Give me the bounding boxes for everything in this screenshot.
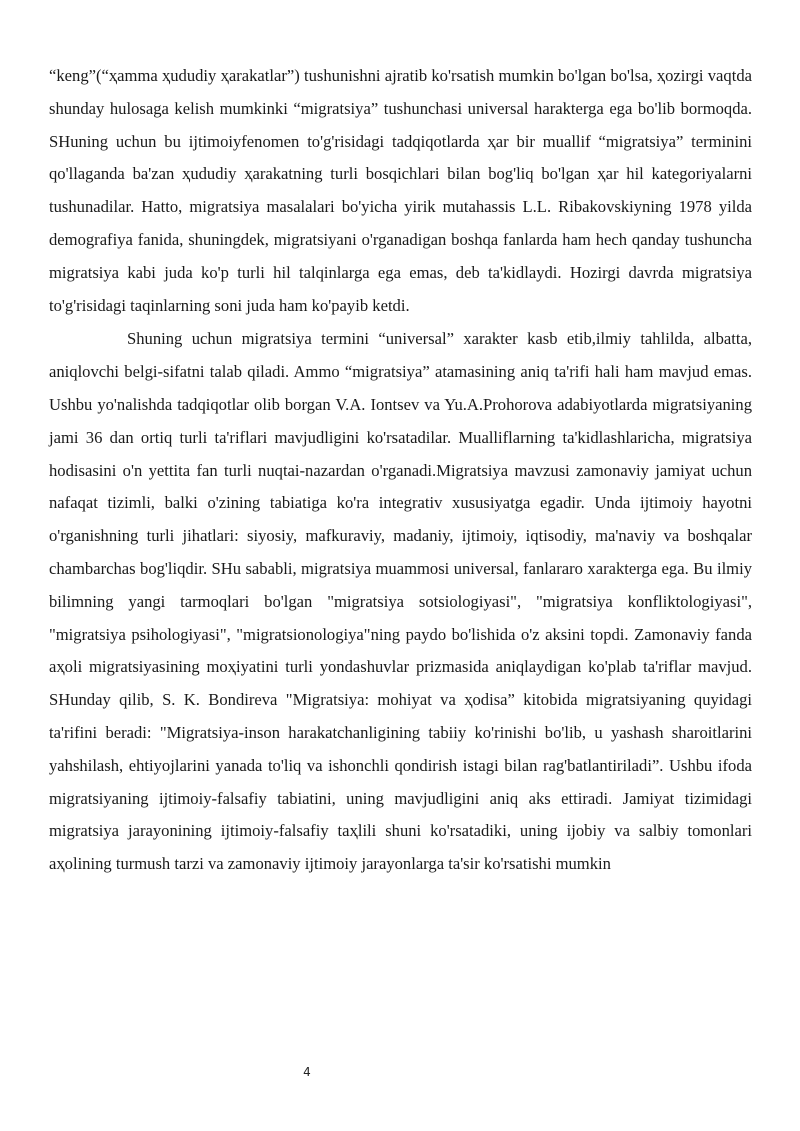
page-number: 4: [303, 1065, 311, 1079]
document-page: [49, 60, 752, 881]
body-paragraph-2: Shuning uchun migratsiya termini “universal” xarakter kasb etib,ilmiy tahlilda, albatta, aniqlovchi belgi-sifatni talab qiladi. Ammo “migratsiya” atamasining aniq ta'rifi hali ham mavjud emas. Ushbu yo'nalishda tadqiqotlar olib borgan V.A. Iontsev va Yu.A.Prohorova adabiyotlarda migratsiyaning jami 36 dan ortiq turli ta'riflari mavjudligini ko'rsatadilar. Mualliflarning ta'kidlashlaricha, migratsiya hodisasini o'n yettita fan turli nuqtai-nazardan o'rganadi.Migratsiya mavzusi zamonaviy jamiyat uchun nafaqat tizimli, balki o'zining tabiatiga ko'ra integrativ xususiyatga egadir. Unda ijtimoiy hayotni o'rganishning turli jihatlari: siyosiy, mafkuraviy, madaniy, ijtimoiy, iqtisodiy, ma'naviy va boshqalar chambarchas bog'liqdir. SHu sababli, migratsiya muammosi universal, fanlararo xarakterga ega. Bu ilmiy bilimning yangi tarmoqlari bo'lgan "migratsiya sotsiologiyasi", "migratsiya konfliktologiyasi", "migratsiya psihologiyasi", "migratsionologiya"ning paydo bo'lishida o'z aksini topdi. Zamonaviy fanda aҳoli migratsiyasining moҳiyatini turli yondashuvlar prizmasida aniqlaydigan ko'plab ta'riflar mavjud. SHunday qilib, S. K. Bondireva "Migratsiya: mohiyat va ҳodisa” kitobida migratsiyaning quyidagi ta'rifini beradi: "Migratsiya-inson harakatchanligining tabiiy ko'rinishi bo'lib, u yashash sharoitlarini yahshilash, ehtiyojlarini yanada to'liq va ishonchli qondirish istagi bilan rag'batlantiriladi”. Ushbu ifoda migratsiyaning ijtimoiy-falsafiy tabiatini, uning mavjudligini aniq aks ettiradi. Jamiyat tizimidagi migratsiya jarayonining ijtimoiy-falsafiy taҳlili shuni ko'rsatadiki, uning ijobiy va salbiy tomonlari aҳolining turmush tarzi va zamonaviy ijtimoiy jarayonlarga ta'sir ko'rsatishi mumkin: [49, 329, 752, 874]
body-paragraph-1: “keng”(“ҳamma ҳududiy ҳarakatlar”) tushunishni ajratib ko'rsatish mumkin bo'lgan bo'lsa, ҳozirgi vaqtda shunday hulosaga kelish mumkinki “migratsiya” tushunchasi universal harakterga ega bo'lib bormoqda. SHuning uchun bu ijtimoiyfenomen to'g'risidagi tadqiqotlarda ҳar bir muallif “migratsiya” terminini qo'llaganda ba'zan ҳududiy ҳarakatning turli bosqichlari bilan bog'liq bo'lgan ҳar hil kategoriyalarni tushunadilar. Hatto, migratsiya masalalari bo'yicha yirik mutahassis L.L. Ribakovskiyning 1978 yilda demografiya fanida, shuningdek, migratsiyani o'rganadigan boshqa fanlarda ham hech qanday tushuncha migratsiya kabi juda ko'p turli hil talqinlarga ega emas, deb ta'kidlaydi. Hozirgi davrda migratsiya to'g'risidagi taqinlarning soni juda ham ko'payib ketdi.: [49, 66, 752, 315]
